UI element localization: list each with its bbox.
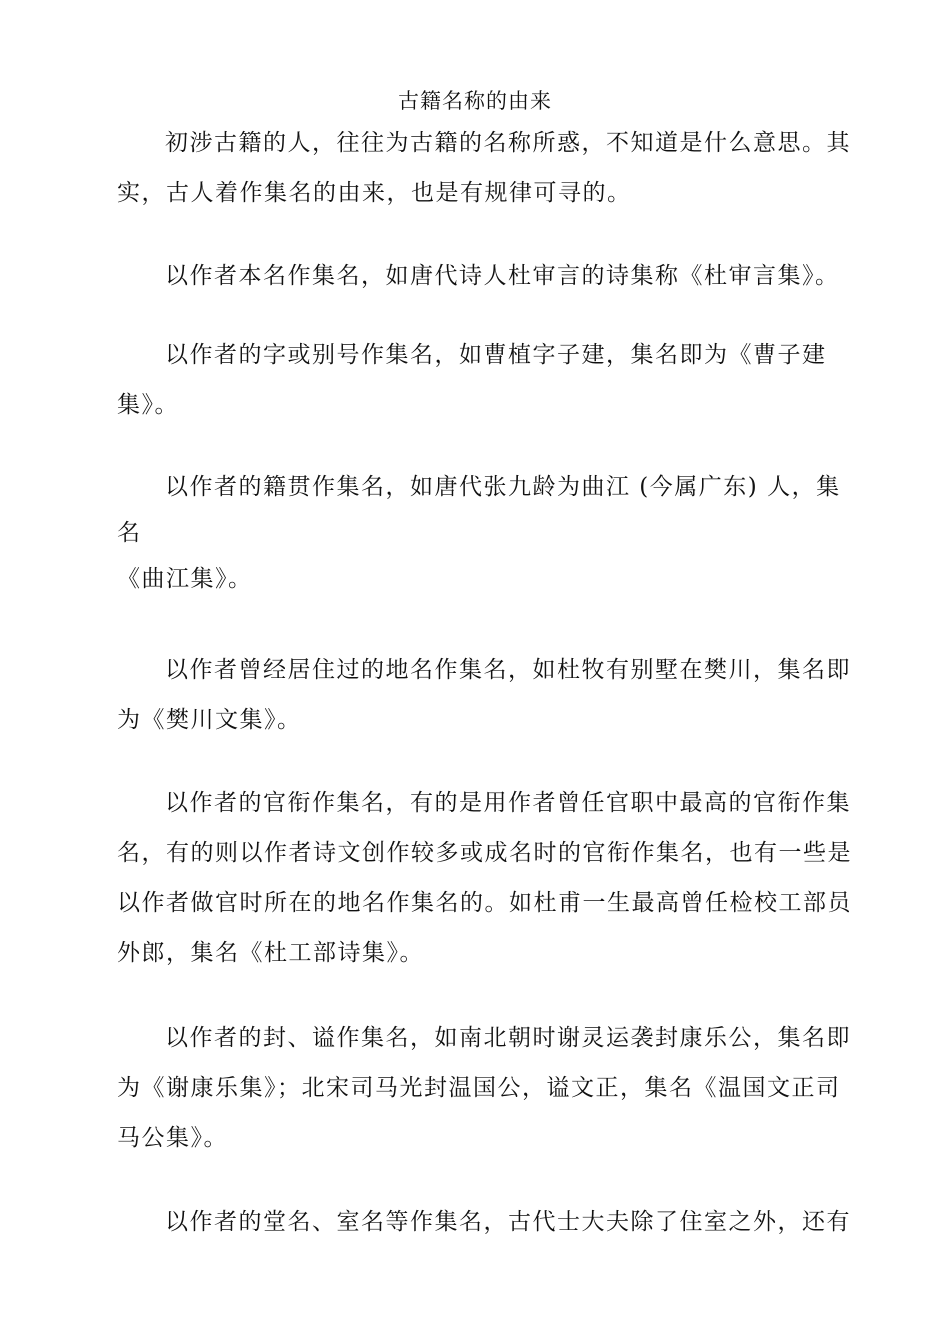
paragraph-line: 实，古人着作集名的由来，也是有规律可寻的。 <box>117 180 632 206</box>
paragraph-5 <box>117 645 851 745</box>
paragraph-6 <box>117 778 852 978</box>
paragraph-1 <box>117 118 851 218</box>
paragraph-line: 以作者的籍贯作集名，如唐代张九龄为曲江 (今属广东) 人，集 <box>165 474 841 500</box>
paragraph-line: 《曲江集》。 <box>117 566 253 592</box>
paragraph-line: 马公集》。 <box>117 1125 228 1151</box>
paragraph-line: 名，有的则以作者诗文创作较多或成名时的官衔作集名，也有一些是 <box>117 840 852 866</box>
paragraph-7 <box>117 1013 851 1163</box>
paragraph-line: 以作者本名作集名，如唐代诗人杜审言的诗集称《杜审言集》。 <box>165 263 840 289</box>
paragraph-line: 以作者的堂名、室名等作集名，古代士大夫除了住室之外，还有 <box>165 1209 851 1235</box>
paragraph-line: 外郎，集名《杜工部诗集》。 <box>117 940 424 966</box>
paragraph-8 <box>117 1197 851 1247</box>
paragraph-line: 以作者曾经居住过的地名作集名，如杜牧有别墅在樊川，集名即 <box>165 657 851 683</box>
paragraph-line: 为《樊川文集》。 <box>117 707 302 733</box>
paragraph-line: 初涉古籍的人，往往为古籍的名称所惑，不知道是什么意思。其 <box>165 130 851 156</box>
paragraph-line: 以作者的字或别号作集名，如曹植字子建，集名即为《曹子建 <box>165 342 827 368</box>
paragraph-line: 集》。 <box>117 392 179 418</box>
paragraph-line: 以作者的封、谥作集名，如南北朝时谢灵运袭封康乐公，集名即 <box>165 1025 851 1051</box>
paragraph-line: 以作者的官衔作集名，有的是用作者曾任官职中最高的官衔作集 <box>165 790 851 816</box>
paragraph-line: 以作者做官时所在的地名作集名的。如杜甫一生最高曾任检校工部员 <box>117 890 852 916</box>
document-title: 古籍名称的由来 <box>398 89 552 113</box>
paragraph-line: 为《谢康乐集》；北宋司马光封温国公，谥文正，集名《温国文正司 <box>117 1075 841 1101</box>
paragraph-2 <box>117 251 840 301</box>
paragraph-line: 名 <box>117 520 142 546</box>
paragraph-3 <box>117 330 833 430</box>
paragraph-4 <box>117 462 841 604</box>
